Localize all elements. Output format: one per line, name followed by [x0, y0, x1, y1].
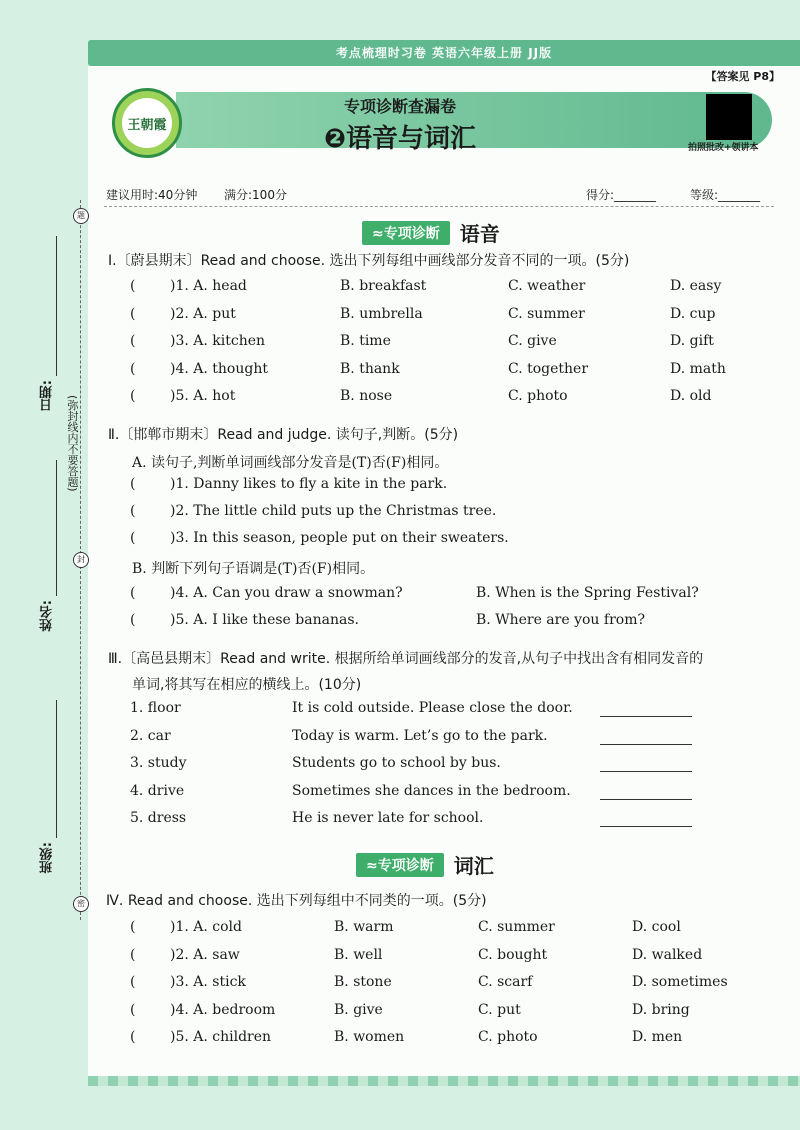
- option-d: D. math: [670, 360, 726, 377]
- answer-blank[interactable]: [600, 771, 692, 772]
- given-word: 3. study: [130, 755, 187, 771]
- part2-subB: B. 判断下列句子语调是(T)否(F)相同。: [132, 561, 375, 577]
- answer-paren[interactable]: (: [130, 1029, 136, 1045]
- class-field[interactable]: [56, 700, 57, 838]
- option-d: D. bring: [632, 1001, 690, 1018]
- answer-paren[interactable]: (: [130, 278, 136, 294]
- option-d: D. gift: [670, 333, 714, 349]
- sentence: Sometimes she dances in the bedroom.: [292, 782, 571, 799]
- option-b: B. time: [340, 333, 391, 349]
- option-b: B. umbrella: [340, 305, 423, 322]
- grade-field[interactable]: 等级:_______: [690, 188, 761, 202]
- section-title: 词汇: [453, 854, 494, 878]
- option-a: )5. A. children: [170, 1029, 272, 1045]
- section-badge: ≈专项诊断: [362, 221, 450, 245]
- option-a: )3. A. stick: [170, 974, 246, 990]
- score-field[interactable]: 得分:_______: [586, 188, 657, 202]
- part2-title: Ⅱ.〔邯郸市期末〕Read and judge. 读句子,判断。(5分): [108, 427, 459, 443]
- option-b: B. stone: [334, 974, 392, 990]
- qr-caption: 拍照批改+领讲本: [688, 143, 759, 153]
- qr-code-icon[interactable]: [706, 94, 752, 140]
- option-c: C. give: [508, 333, 557, 349]
- seal-note: (弥封线内不要答题): [66, 395, 79, 492]
- page-subtitle: 专项诊断查漏卷: [343, 97, 456, 116]
- answer-paren[interactable]: (: [130, 530, 136, 546]
- option-c: C. together: [508, 360, 589, 377]
- answer-blank[interactable]: [600, 799, 692, 800]
- option-b: B. give: [334, 1001, 383, 1018]
- answer-blank[interactable]: [600, 744, 692, 745]
- option-d: D. easy: [670, 278, 722, 294]
- option-a: )4. A. thought: [170, 360, 268, 377]
- option-c: C. photo: [508, 388, 568, 404]
- option-a: )2. A. saw: [170, 946, 240, 963]
- intonation-a: )4. A. Can you draw a snowman?: [170, 585, 403, 601]
- name-label: 姓名:: [40, 600, 55, 632]
- sentence: Today is warm. Let’s go to the park.: [292, 727, 548, 744]
- judge-sentence: )2. The little child puts up the Christmas tree.: [170, 503, 497, 519]
- option-b: B. nose: [340, 388, 393, 404]
- judge-sentence: )3. In this season, people put on their sweaters.: [170, 530, 509, 546]
- option-d: D. men: [632, 1029, 683, 1045]
- intonation-b: B. Where are you from?: [476, 612, 645, 628]
- page-title: ❷语音与词汇: [323, 124, 476, 154]
- given-word: 4. drive: [130, 782, 185, 799]
- option-c: C. summer: [478, 919, 555, 935]
- given-word: 5. dress: [130, 810, 187, 826]
- series-title: 考点梳理时习卷 英语六年级上册 JJ版: [335, 46, 553, 60]
- part2-subA: A. 读句子,判断单词画线部分发音是(T)否(F)相同。: [132, 455, 449, 471]
- option-b: B. thank: [340, 360, 400, 377]
- part1-title: Ⅰ.〔蔚县期末〕Read and choose. 选出下列每组中画线部分发音不同的一项。(5分): [108, 253, 630, 269]
- logo-text: 王朝霞: [122, 98, 172, 148]
- option-c: C. bought: [478, 946, 548, 963]
- option-c: C. photo: [478, 1029, 538, 1045]
- sentence: It is cold outside. Please close the door.: [292, 700, 573, 716]
- answer-paren[interactable]: (: [130, 305, 136, 322]
- sentence: Students go to school by bus.: [292, 755, 501, 771]
- option-c: C. scarf: [478, 974, 533, 990]
- answer-reference: 【答案见 P8】: [705, 70, 780, 83]
- sentence: He is never late for school.: [292, 810, 484, 826]
- divider: [104, 206, 774, 207]
- seal-mark-3: 密: [73, 896, 89, 912]
- judge-sentence: )1. Danny likes to fly a kite in the park.: [170, 476, 448, 492]
- answer-paren[interactable]: (: [130, 974, 136, 990]
- part3-title-1: Ⅲ.〔高邑县期末〕Read and write. 根据所给单词画线部分的发音,从句子中找出含有相同发音的: [108, 651, 704, 667]
- full-score: 满分:100分: [224, 188, 287, 202]
- answer-paren[interactable]: (: [130, 946, 136, 963]
- section-title: 语音: [459, 222, 500, 246]
- part4-title: Ⅳ. Read and choose. 选出下列每组中不同类的一项。(5分): [106, 893, 487, 909]
- option-c: C. put: [478, 1001, 521, 1018]
- option-a: )1. A. head: [170, 278, 247, 294]
- option-c: C. weather: [508, 278, 586, 294]
- option-a: )2. A. put: [170, 305, 236, 322]
- answer-paren[interactable]: (: [130, 388, 136, 404]
- answer-paren[interactable]: (: [130, 585, 136, 601]
- name-field[interactable]: [56, 460, 57, 596]
- answer-blank[interactable]: [600, 826, 692, 827]
- answer-paren[interactable]: (: [130, 503, 136, 519]
- top-banner: [88, 40, 800, 66]
- given-word: 2. car: [130, 727, 171, 744]
- option-d: D. cup: [670, 305, 716, 322]
- option-c: C. summer: [508, 305, 585, 322]
- option-d: D. old: [670, 388, 712, 404]
- section-badge: ≈专项诊断: [356, 853, 444, 877]
- given-word: 1. floor: [130, 700, 181, 716]
- part3-title-2: 单词,将其写在相应的横线上。(10分): [132, 677, 362, 693]
- answer-paren[interactable]: (: [130, 1001, 136, 1018]
- option-a: )3. A. kitchen: [170, 333, 266, 349]
- answer-paren[interactable]: (: [130, 476, 136, 492]
- option-b: B. warm: [334, 919, 394, 935]
- option-d: D. sometimes: [632, 974, 728, 990]
- section-header-vocab: [356, 850, 494, 879]
- date-label: 日期:: [40, 380, 55, 412]
- option-b: B. breakfast: [340, 278, 427, 294]
- bottom-border: [88, 1076, 800, 1086]
- option-d: D. walked: [632, 946, 703, 963]
- option-a: )4. A. bedroom: [170, 1001, 276, 1018]
- option-b: B. women: [334, 1029, 405, 1045]
- answer-paren[interactable]: (: [130, 360, 136, 377]
- option-a: )1. A. cold: [170, 919, 242, 935]
- date-field[interactable]: [56, 236, 57, 376]
- sidebar: [0, 0, 88, 1130]
- answer-paren[interactable]: (: [130, 612, 136, 628]
- section-header-phonetics: [362, 218, 500, 247]
- option-d: D. cool: [632, 919, 681, 935]
- seal-mark-2: 封: [73, 552, 89, 568]
- answer-blank[interactable]: [600, 716, 692, 717]
- answer-paren[interactable]: (: [130, 919, 136, 935]
- intonation-a: )5. A. I like these bananas.: [170, 612, 359, 628]
- suggested-time: 建议用时:40分钟: [106, 188, 198, 202]
- class-label: 班级:: [40, 842, 55, 874]
- intonation-b: B. When is the Spring Festival?: [476, 585, 699, 601]
- answer-paren[interactable]: (: [130, 333, 136, 349]
- seal-mark-1: 题: [73, 208, 89, 224]
- option-a: )5. A. hot: [170, 388, 236, 404]
- option-b: B. well: [334, 946, 383, 963]
